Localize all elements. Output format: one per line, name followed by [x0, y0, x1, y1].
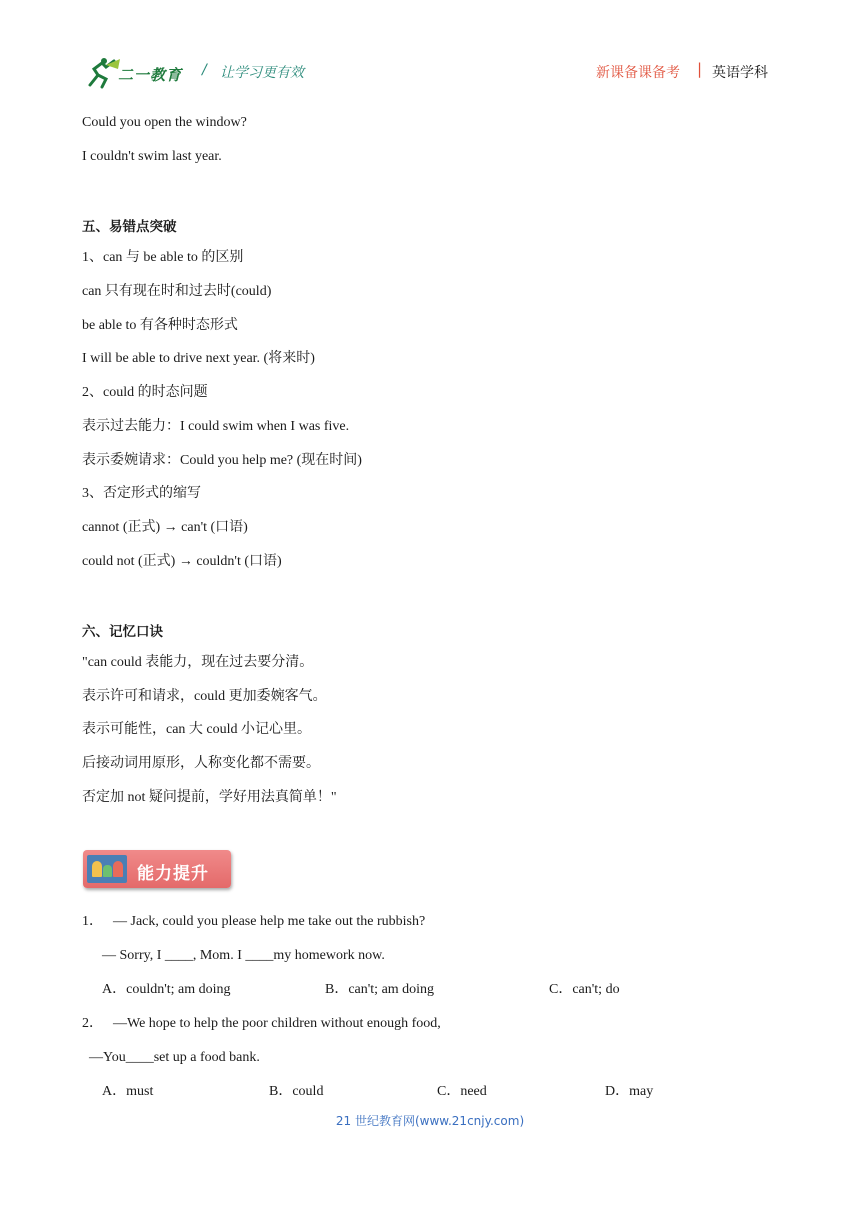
- people-icon: [87, 855, 127, 883]
- text-line: be able to 有各种时态形式: [82, 318, 238, 333]
- text-line: 后接动词用原形，人称变化都不需要。: [82, 756, 320, 771]
- footer-link[interactable]: 21 世纪教育网(www.21cnjy.com): [335, 1114, 525, 1128]
- option-b[interactable]: B．could: [269, 1084, 324, 1099]
- question-number: 1．: [82, 914, 103, 929]
- ability-banner: [83, 850, 231, 888]
- option-c[interactable]: C．can't; do: [549, 982, 620, 997]
- text-line: I will be able to drive next year. (将来时): [82, 351, 315, 366]
- text-line: 表示委婉请求：Could you help me? (现在时间): [82, 453, 362, 468]
- question-stem: — Jack, could you please help me take out the rubbish?: [113, 914, 426, 929]
- text-line: 表示可能性，can 大 could 小记心里。: [82, 722, 312, 737]
- option-d[interactable]: D．may: [605, 1084, 654, 1099]
- text-line: 否定加 not 疑问提前，学好用法真简单！": [82, 790, 337, 805]
- text-line: I couldn't swim last year.: [82, 149, 222, 164]
- text-line: can 只有现在时和过去时(could): [82, 284, 272, 299]
- header-subject: 英语学科: [712, 65, 768, 81]
- text-line: 2、could 的时态问题: [82, 385, 208, 400]
- header-separator: |: [697, 60, 703, 78]
- question-number: 2．: [82, 1016, 103, 1031]
- section-heading: 六、记忆口诀: [82, 624, 163, 640]
- header-slogan: 让学习更有效: [220, 65, 304, 81]
- question-line: — Sorry, I ____, Mom. I ____my homework now.: [102, 948, 385, 963]
- option-a[interactable]: A．couldn't; am doing: [102, 982, 231, 997]
- text-line: could not (正式) → couldn't (口语): [82, 554, 282, 569]
- banner-label: 能力提升: [137, 864, 209, 884]
- option-c[interactable]: C．need: [437, 1084, 487, 1099]
- brand-name: 二一教育: [118, 66, 183, 84]
- question-line: —You____set up a food bank.: [89, 1050, 260, 1065]
- section-heading: 五、易错点突破: [82, 219, 177, 235]
- text-line: 3、否定形式的缩写: [82, 486, 201, 501]
- option-a[interactable]: A．must: [102, 1084, 154, 1099]
- text-line: 1、can 与 be able to 的区别: [82, 250, 244, 265]
- text-line: cannot (正式) → can't (口语): [82, 520, 248, 535]
- header-right-label: 新课备课备考: [596, 65, 680, 81]
- text-line: Could you open the window?: [82, 115, 247, 130]
- question-stem: —We hope to help the poor children without enough food,: [113, 1016, 441, 1031]
- header-slash: /: [202, 62, 207, 78]
- text-line: 表示过去能力：I could swim when I was five.: [82, 419, 350, 434]
- text-line: "can could 表能力，现在过去要分清。: [82, 655, 314, 670]
- text-line: 表示许可和请求，could 更加委婉客气。: [82, 689, 327, 704]
- option-b[interactable]: B．can't; am doing: [325, 982, 435, 997]
